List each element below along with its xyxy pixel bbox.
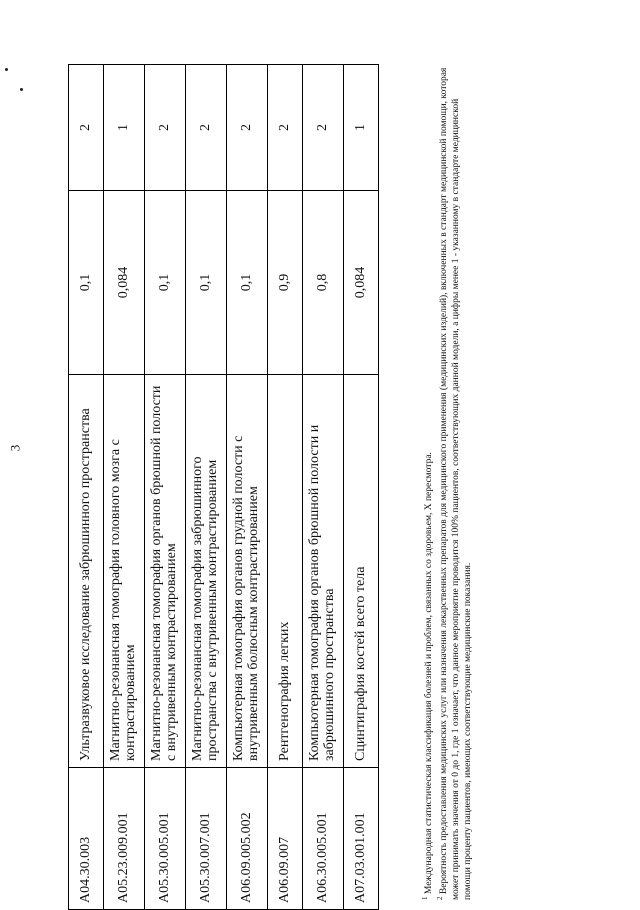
services-table xyxy=(68,64,379,910)
rotated-sheet xyxy=(68,65,475,910)
table-row xyxy=(268,65,303,910)
provision-frequency: 0,1 xyxy=(186,191,227,375)
provision-frequency: 0,084 xyxy=(104,191,145,375)
table-row xyxy=(69,65,104,910)
table-row xyxy=(104,65,145,910)
service-name: Компьютерная томография органов грудной полости с внутривенным болюсным контрастированием xyxy=(227,375,268,768)
provision-frequency: 0,9 xyxy=(268,191,303,375)
provision-multiplicity: 1 xyxy=(104,65,145,191)
scan-speck xyxy=(20,88,23,91)
footnote-2 xyxy=(436,65,475,900)
table-row xyxy=(227,65,268,910)
service-name: Магнитно-резонансная томография головного мозга с контрастированием xyxy=(104,375,145,768)
provision-multiplicity: 2 xyxy=(227,65,268,191)
service-code: A05.30.007.001 xyxy=(186,768,227,910)
provision-frequency: 0,084 xyxy=(344,191,379,375)
service-name: Ультразвуковое исследование забрюшинного пространства xyxy=(69,375,104,768)
footnote-2-mark: 2 xyxy=(436,896,445,900)
provision-multiplicity: 2 xyxy=(69,65,104,191)
provision-frequency: 0,8 xyxy=(303,191,344,375)
service-code: A05.23.009.001 xyxy=(104,768,145,910)
service-name: Магнитно-резонансная томография органов брюшной полости с внутривенным контрастированием xyxy=(145,375,186,768)
provision-multiplicity: 2 xyxy=(303,65,344,191)
service-code: A07.03.001.001 xyxy=(344,768,379,910)
footnotes xyxy=(421,65,475,910)
provision-multiplicity: 1 xyxy=(344,65,379,191)
footnote-1-text: Международная статистическая классификация болезней и проблем, связанных со здоровьем, X пересмотра. xyxy=(424,452,435,895)
service-code: A06.09.005.002 xyxy=(227,768,268,910)
table-row xyxy=(303,65,344,910)
table-row xyxy=(344,65,379,910)
provision-frequency: 0,1 xyxy=(145,191,186,375)
service-name: Рентгенография легких xyxy=(268,375,303,768)
footnote-1 xyxy=(421,65,436,900)
scan-speck xyxy=(5,68,8,71)
footnote-1-mark: 1 xyxy=(421,896,429,900)
table-row xyxy=(145,65,186,910)
footnote-2-text: Вероятность предоставления медицинских услуг или назначения лекарственных препаратов для медицинского применения (медицинских изделий), включенных в стандарт медицинской помощи, которая может принимать значения от 0 до 1, где 1 означает, что данное мероприятие проводится 100% пациентов, соответствующих данной модели, а цифры менее 1 - указанному в стандарте медицинской помощи проценту пациентов, имеющих соответствующие медицинские показания. xyxy=(439,67,473,900)
service-code: A06.09.007 xyxy=(268,768,303,910)
service-code: A05.30.005.001 xyxy=(145,768,186,910)
page-number: 3 xyxy=(7,444,23,452)
provision-multiplicity: 2 xyxy=(268,65,303,191)
service-name: Магнитно-резонансная томография забрюшинного пространства с внутривенным контрастированием xyxy=(186,375,227,768)
service-name: Компьютерная томография органов брюшной полости и забрюшинного пространства xyxy=(303,375,344,768)
provision-frequency: 0,1 xyxy=(227,191,268,375)
service-name: Сцинтиграфия костей всего тела xyxy=(344,375,379,768)
service-code: A04.30.003 xyxy=(69,768,104,910)
table-row xyxy=(186,65,227,910)
service-code: A06.30.005.001 xyxy=(303,768,344,910)
provision-multiplicity: 2 xyxy=(145,65,186,191)
provision-multiplicity: 2 xyxy=(186,65,227,191)
provision-frequency: 0,1 xyxy=(69,191,104,375)
